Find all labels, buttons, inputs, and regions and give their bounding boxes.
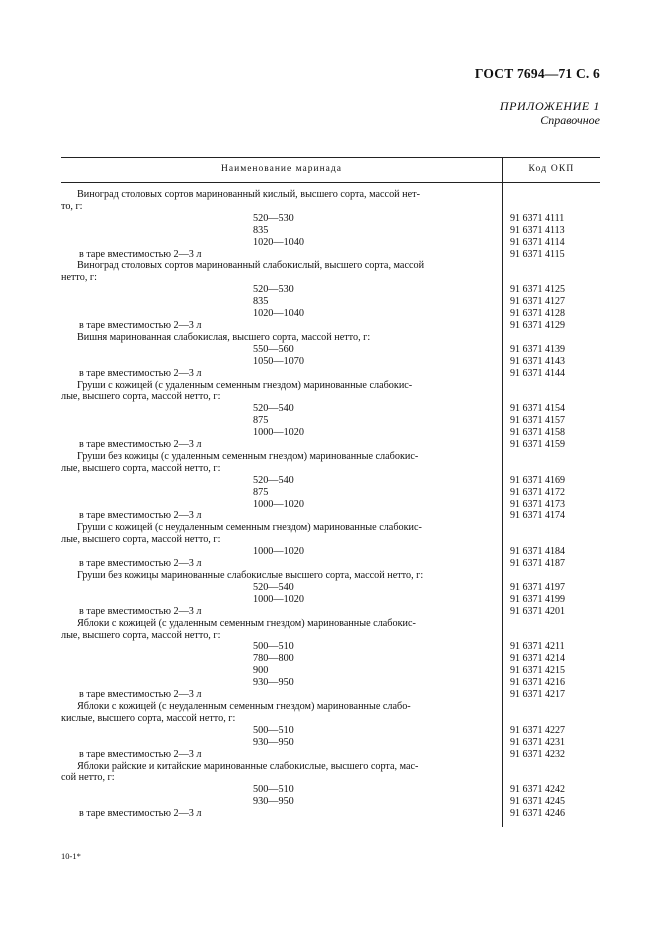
table-body — [61, 183, 600, 820]
okp-code: 91 6371 4111 — [510, 212, 565, 224]
okp-code — [482, 618, 600, 630]
appendix-label — [500, 99, 600, 127]
net-mass-value: 1000—1020 — [253, 593, 304, 605]
product-category-line: Вишня маринованная слабокислая, высшего сорта, массой нетто, г: — [77, 331, 371, 343]
net-mass-value: 520—540 — [253, 403, 294, 415]
okp-code — [482, 761, 600, 773]
container-capacity-label: в таре вместимостью 2—3 л — [79, 248, 202, 260]
table-row — [61, 320, 600, 332]
okp-code — [482, 451, 600, 463]
okp-code: 91 6371 4199 — [510, 593, 565, 605]
net-mass-value: 835 — [253, 224, 269, 236]
table-row — [61, 653, 600, 665]
okp-code: 91 6371 4129 — [510, 319, 565, 331]
net-mass-value: 875 — [253, 415, 269, 427]
table-row — [61, 499, 600, 511]
net-mass-value: 520—530 — [253, 212, 294, 224]
table-row — [61, 558, 600, 570]
product-category-line: то, г: — [61, 200, 83, 212]
table-row — [61, 510, 600, 522]
okp-code — [482, 570, 600, 582]
okp-code — [482, 189, 600, 201]
table-row — [61, 522, 600, 534]
table-row — [61, 713, 600, 725]
okp-code: 91 6371 4242 — [510, 784, 565, 796]
container-capacity-label: в таре вместимостью 2—3 л — [79, 808, 202, 820]
net-mass-value: 835 — [253, 296, 269, 308]
product-category-line: нетто, г: — [61, 272, 97, 284]
table-row — [61, 475, 600, 487]
table-row — [61, 772, 600, 784]
container-capacity-label: в таре вместимостью 2—3 л — [79, 510, 202, 522]
okp-code — [482, 332, 600, 344]
okp-code: 91 6371 4169 — [510, 474, 565, 486]
okp-code: 91 6371 4115 — [510, 248, 565, 260]
net-mass-value: 520—540 — [253, 474, 294, 486]
table-row — [61, 451, 600, 463]
table-row — [61, 761, 600, 773]
okp-code: 91 6371 4143 — [510, 355, 565, 367]
net-mass-value: 1020—1040 — [253, 236, 304, 248]
table-row — [61, 272, 600, 284]
okp-code: 91 6371 4114 — [510, 236, 565, 248]
table-row — [61, 641, 600, 653]
product-category-line: кислые, высшего сорта, массой нетто, г: — [61, 712, 236, 724]
table-row — [61, 427, 600, 439]
okp-code: 91 6371 4227 — [510, 724, 565, 736]
net-mass-value: 780—800 — [253, 653, 294, 665]
net-mass-value: 500—510 — [253, 784, 294, 796]
table-row — [61, 249, 600, 261]
table-row — [61, 356, 600, 368]
table-row — [61, 784, 600, 796]
product-category-line: Яблоки райские и китайские маринованные слабокислые, высшего сорта, мас- — [77, 760, 419, 772]
product-category-line: лые, высшего сорта, массой нетто, г: — [61, 534, 221, 546]
net-mass-value: 550—560 — [253, 343, 294, 355]
okp-code: 91 6371 4144 — [510, 367, 565, 379]
product-category-line: Груши с кожицей (с неудаленным семенным гнездом) маринованные слабокис- — [77, 522, 422, 534]
column-divider — [502, 157, 503, 827]
okp-code: 91 6371 4216 — [510, 677, 565, 689]
okp-code: 91 6371 4231 — [510, 736, 565, 748]
okp-code: 91 6371 4184 — [510, 546, 565, 558]
table-row — [61, 332, 600, 344]
okp-code: 91 6371 4159 — [510, 439, 565, 451]
okp-code: 91 6371 4197 — [510, 581, 565, 593]
container-capacity-label: в таре вместимостью 2—3 л — [79, 367, 202, 379]
okp-code: 91 6371 4187 — [510, 558, 565, 570]
product-category-line: Яблоки с кожицей (с удаленным семенным гнездом) маринованные слабокис- — [77, 617, 416, 629]
okp-code: 91 6371 4245 — [510, 796, 565, 808]
okp-code: 91 6371 4215 — [510, 665, 565, 677]
table-row — [61, 546, 600, 558]
table-row — [61, 701, 600, 713]
page-footer-mark: 10-1* — [61, 851, 81, 861]
product-category-line: Груши без кожицы (с удаленным семенным гнездом) маринованные слабокис- — [77, 450, 419, 462]
table-row — [61, 582, 600, 594]
product-category-line: лые, высшего сорта, массой нетто, г: — [61, 391, 221, 403]
table-row — [61, 225, 600, 237]
table-row — [61, 618, 600, 630]
table-row — [61, 630, 600, 642]
okp-code: 91 6371 4127 — [510, 296, 565, 308]
appendix-subtitle: Справочное — [540, 113, 600, 127]
table-row — [61, 260, 600, 272]
okp-code: 91 6371 4232 — [510, 748, 565, 760]
container-capacity-label: в таре вместимостью 2—3 л — [79, 439, 202, 451]
okp-code: 91 6371 4154 — [510, 403, 565, 415]
okp-code: 91 6371 4125 — [510, 284, 565, 296]
marinade-table — [61, 157, 600, 820]
table-row — [61, 439, 600, 451]
table-row — [61, 308, 600, 320]
product-category-line: лые, высшего сорта, массой нетто, г: — [61, 462, 221, 474]
table-row — [61, 344, 600, 356]
table-row — [61, 796, 600, 808]
net-mass-value: 1000—1020 — [253, 546, 304, 558]
net-mass-value: 930—950 — [253, 736, 294, 748]
okp-code: 91 6371 4158 — [510, 427, 565, 439]
product-category-line: Груши с кожицей (с удаленным семенным гнездом) маринованные слабокис- — [77, 379, 413, 391]
column-header-code: Код ОКП — [528, 164, 575, 174]
container-capacity-label: в таре вместимостью 2—3 л — [79, 605, 202, 617]
okp-code: 91 6371 4201 — [510, 605, 565, 617]
okp-code: 91 6371 4113 — [510, 224, 565, 236]
okp-code — [482, 380, 600, 392]
okp-code: 91 6371 4211 — [510, 641, 565, 653]
okp-code — [482, 522, 600, 534]
container-capacity-label: в таре вместимостью 2—3 л — [79, 689, 202, 701]
table-row — [61, 403, 600, 415]
net-mass-value: 875 — [253, 486, 269, 498]
appendix-title: ПРИЛОЖЕНИЕ 1 — [499, 99, 600, 113]
table-row — [61, 534, 600, 546]
net-mass-value: 520—530 — [253, 284, 294, 296]
net-mass-value: 1020—1040 — [253, 308, 304, 320]
table-row — [61, 689, 600, 701]
okp-code: 91 6371 4246 — [510, 808, 565, 820]
table-row — [61, 380, 600, 392]
okp-code — [482, 701, 600, 713]
product-category-line: Груши без кожицы маринованные слабокислые высшего сорта, массой нетто, г: — [77, 570, 424, 581]
net-mass-value: 500—510 — [253, 724, 294, 736]
product-category-line: Виноград столовых сортов маринованный кислый, высшего сорта, массой нет- — [77, 189, 420, 200]
net-mass-value: 500—510 — [253, 641, 294, 653]
okp-code: 91 6371 4173 — [510, 498, 565, 510]
net-mass-value: 1000—1020 — [253, 498, 304, 510]
table-row — [61, 237, 600, 249]
net-mass-value: 930—950 — [253, 677, 294, 689]
okp-code: 91 6371 4214 — [510, 653, 565, 665]
okp-code: 91 6371 4139 — [510, 343, 565, 355]
container-capacity-label: в таре вместимостью 2—3 л — [79, 748, 202, 760]
table-row — [61, 368, 600, 380]
product-category-line: Виноград столовых сортов маринованный слабокислый, высшего сорта, массой — [77, 260, 425, 272]
container-capacity-label: в таре вместимостью 2—3 л — [79, 319, 202, 331]
okp-code: 91 6371 4217 — [510, 689, 565, 701]
okp-code: 91 6371 4128 — [510, 308, 565, 320]
net-mass-value: 1000—1020 — [253, 427, 304, 439]
net-mass-value: 1050—1070 — [253, 355, 304, 367]
table-row — [61, 213, 600, 225]
okp-code — [482, 260, 600, 272]
table-row — [61, 570, 600, 582]
product-category-line: Яблоки с кожицей (с неудаленным семенным гнездом) маринованные слабо- — [77, 700, 411, 712]
table-row — [61, 808, 600, 820]
column-header-name: Наименование маринада — [221, 164, 342, 174]
table-row — [61, 487, 600, 499]
table-row — [61, 189, 600, 201]
okp-code: 91 6371 4157 — [510, 415, 565, 427]
table-row — [61, 725, 600, 737]
table-row — [61, 391, 600, 403]
table-header — [61, 157, 600, 183]
table-row — [61, 594, 600, 606]
table-row — [61, 749, 600, 761]
table-row — [61, 677, 600, 689]
standard-code-header: ГОСТ 7694—71 С. 6 — [474, 66, 600, 81]
net-mass-value: 520—540 — [253, 581, 294, 593]
net-mass-value: 930—950 — [253, 796, 294, 808]
table-row — [61, 463, 600, 475]
container-capacity-label: в таре вместимостью 2—3 л — [79, 558, 202, 570]
product-category-line: сой нетто, г: — [61, 772, 115, 784]
table-row — [61, 606, 600, 618]
table-row — [61, 201, 600, 213]
table-row — [61, 665, 600, 677]
okp-code: 91 6371 4174 — [510, 510, 565, 522]
okp-code: 91 6371 4172 — [510, 486, 565, 498]
table-row — [61, 415, 600, 427]
net-mass-value: 900 — [253, 665, 269, 677]
table-row — [61, 296, 600, 308]
product-category-line: лые, высшего сорта, массой нетто, г: — [61, 629, 221, 641]
table-row — [61, 284, 600, 296]
table-row — [61, 737, 600, 749]
